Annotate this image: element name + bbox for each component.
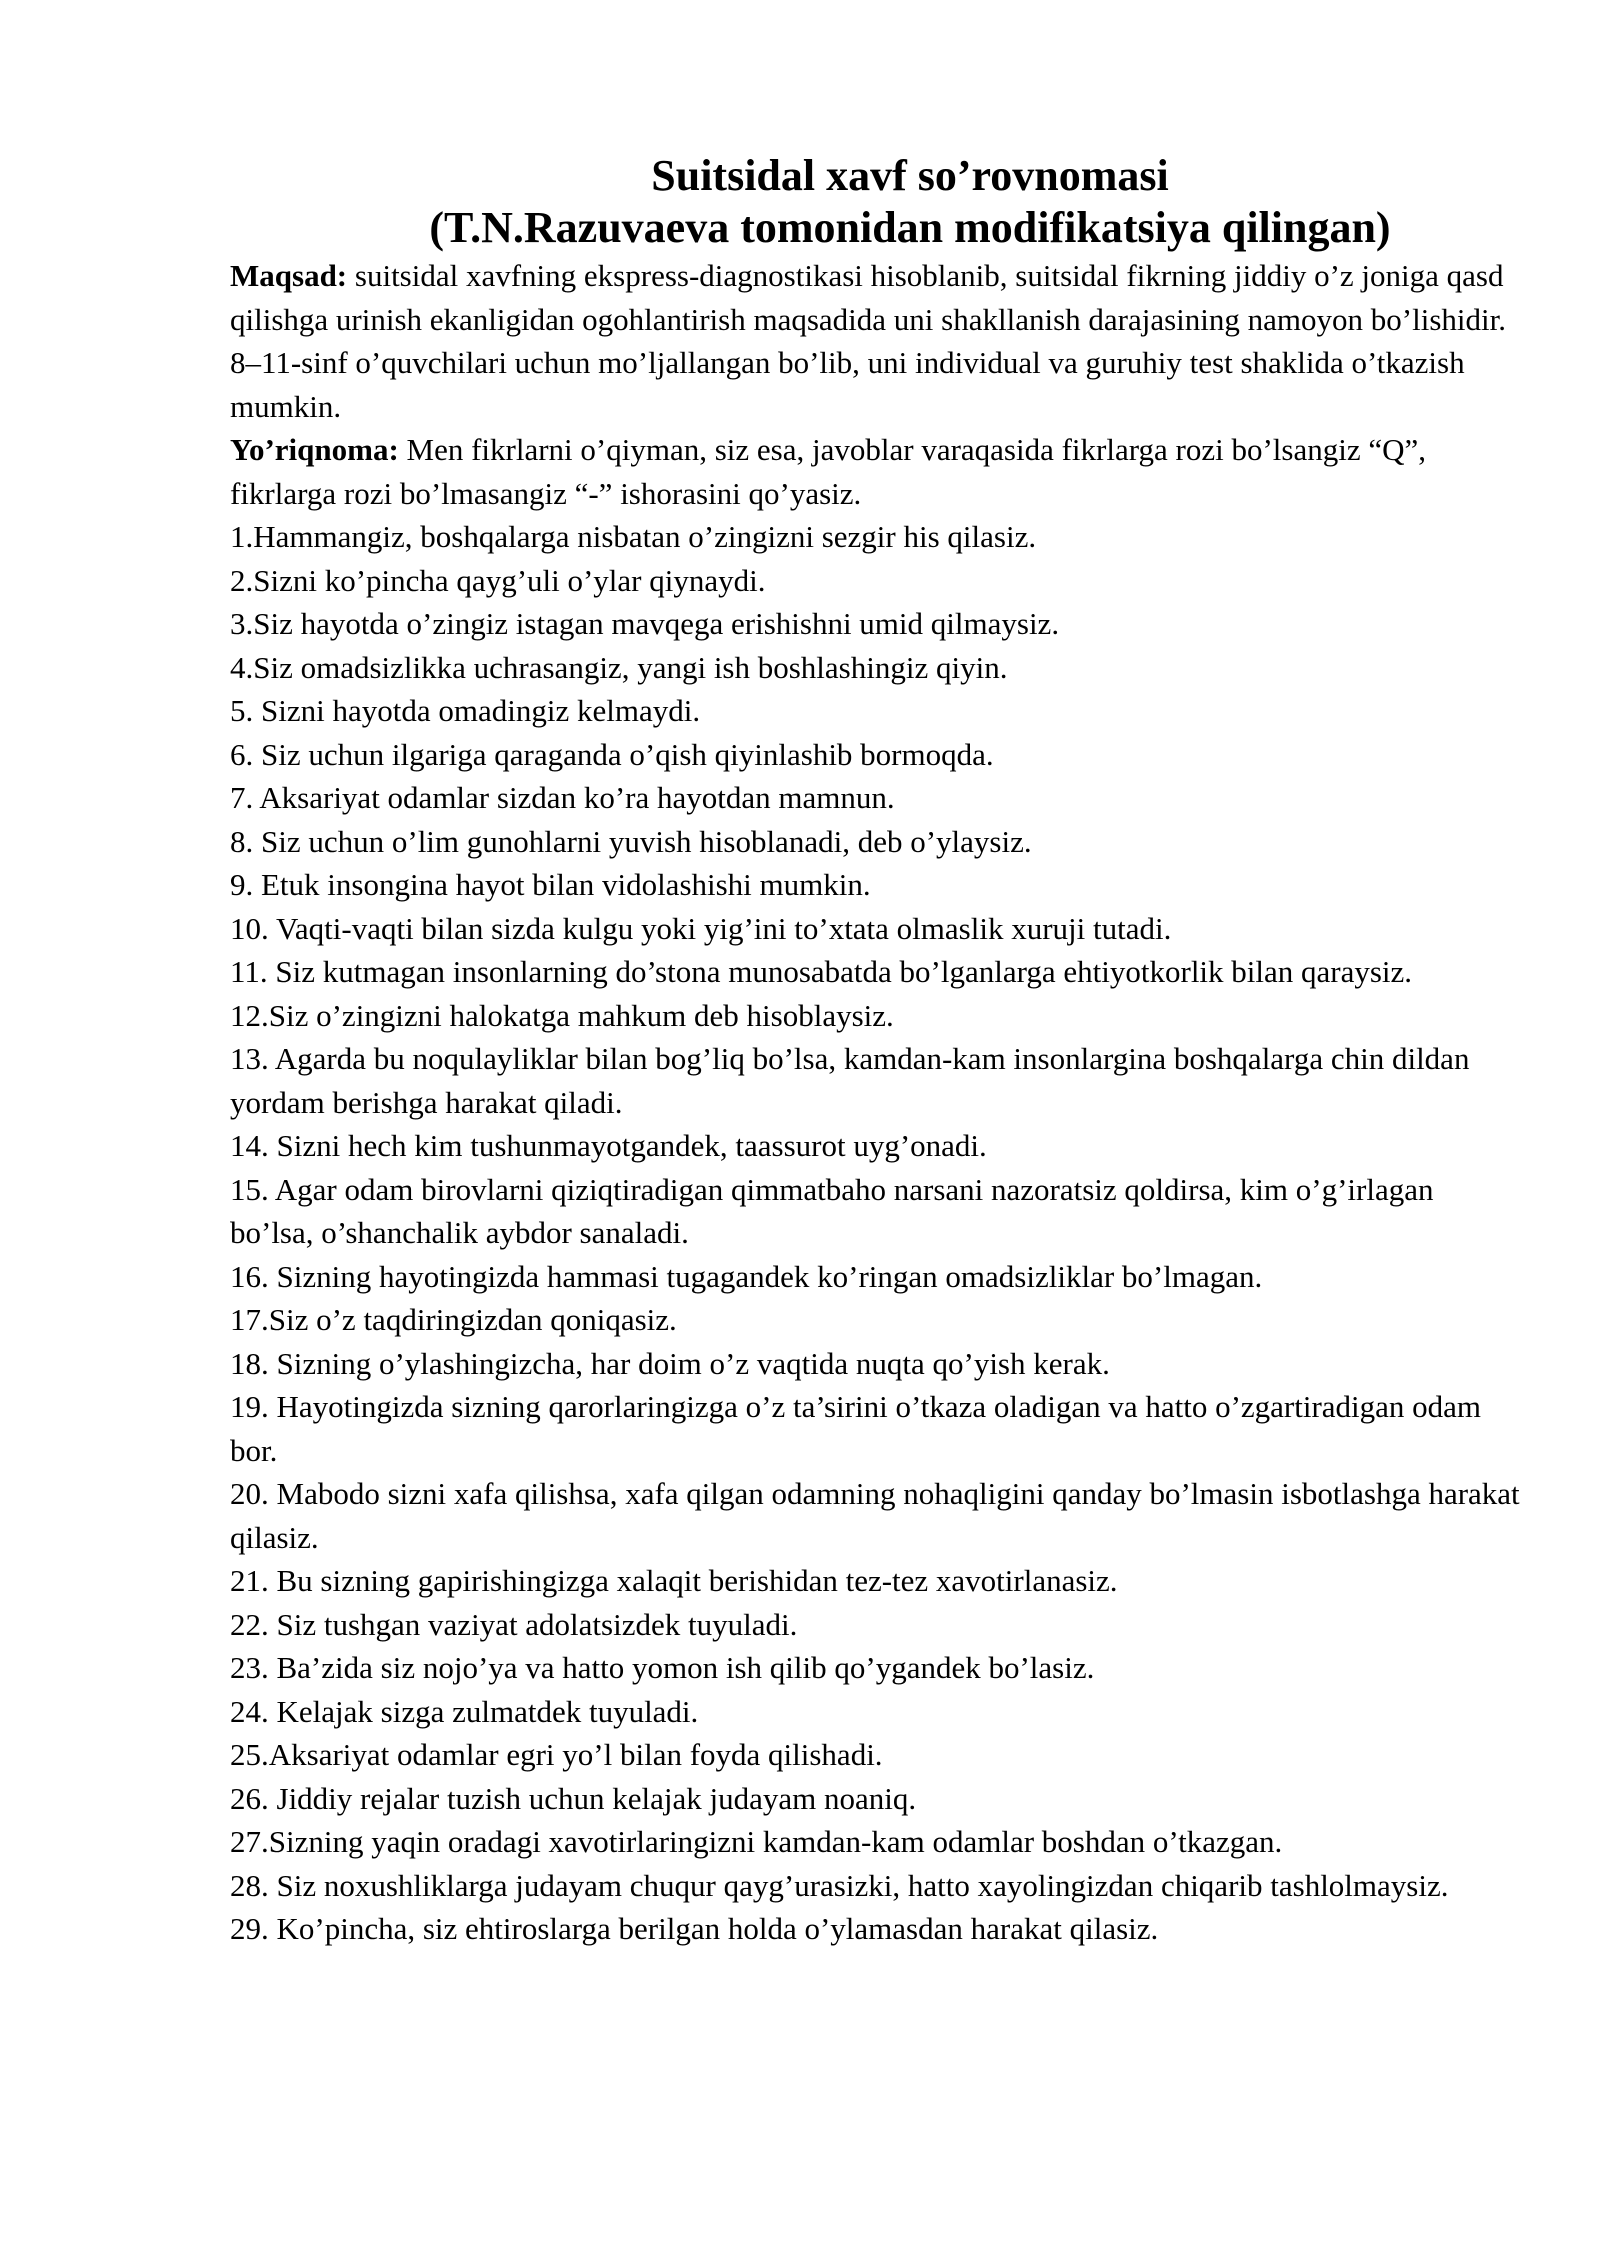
question-item: 22. Siz tushgan vaziyat adolatsizdek tuyuladi.: [230, 1606, 798, 1642]
instruction-paragraph: [230, 428, 1520, 515]
question-list: [230, 515, 1520, 1951]
question-item: 28. Siz noxushliklarga judayam chuqur qayg’urasizki, hatto xayolingizdan chiqarib tashlolmaysiz.: [230, 1867, 1449, 1903]
document-page: [230, 150, 1520, 1951]
question-item: 27.Sizning yaqin oradagi xavotirlaringizni kamdan-kam odamlar boshdan o’tkazgan.: [230, 1824, 1283, 1859]
question-item: 7. Aksariyat odamlar sizdan ko’ra hayotdan mamnun.: [230, 780, 895, 815]
question-item: 23. Ba’zida siz nojo’ya va hatto yomon ish qilib qo’ygandek bo’lasiz.: [230, 1650, 1095, 1685]
instruction-label: Yo’riqnoma:: [230, 432, 399, 467]
question-item: 1.Hammangiz, boshqalarga nisbatan o’zingizni sezgir his qilasiz.: [230, 519, 1037, 554]
question-item: 8. Siz uchun o’lim gunohlarni yuvish hisoblanadi, deb o’ylaysiz.: [230, 823, 1032, 859]
question-item: 24. Kelajak sizga zulmatdek tuyuladi.: [230, 1693, 699, 1729]
question-item: 25.Aksariyat odamlar egri yo’l bilan foyda qilishadi.: [230, 1737, 883, 1772]
purpose-paragraph: [230, 254, 1520, 428]
purpose-label: Maqsad:: [230, 258, 348, 293]
question-item: 18. Sizning o’ylashingizcha, har doim o’z vaqtida nuqta qo’yish kerak.: [230, 1345, 1110, 1381]
question-item: 29. Ko’pincha, siz ehtiroslarga berilgan holda o’ylamasdan harakat qilasiz.: [230, 1911, 1159, 1946]
title-line-2: (T.N.Razuvaeva tomonidan modifikatsiya qilingan): [429, 203, 1391, 252]
question-item: 21. Bu sizning gapirishingizga xalaqit berishidan tez-tez xavotirlanasiz.: [230, 1563, 1118, 1598]
question-item: 26. Jiddiy rejalar tuzish uchun kelajak judayam noaniq.: [230, 1780, 917, 1816]
question-item: 6. Siz uchun ilgariga qaraganda o’qish qiyinlashib bormoqda.: [230, 736, 994, 772]
question-item: 3.Siz hayotda o’zingiz istagan mavqega erishishni umid qilmaysiz.: [230, 606, 1060, 641]
document-title: [230, 150, 1520, 254]
title-line-1: Suitsidal xavf so’rovnomasi: [651, 151, 1169, 200]
question-item: 2.Sizni ko’pincha qayg’uli o’ylar qiynaydi.: [230, 562, 766, 598]
purpose-text: suitsidal xavfning ekspress-diagnostikasi hisoblanib, suitsidal fikrning jiddiy o’z joniga qasd qilishga urinish ekanligidan ogohlantirish maqsadida uni shakllanish darajasining namoyon bo’lishidir. 8–11-sinf o’quvchilari uchun mo’ljallangan bo’lib, uni individual va guruhiy test shaklida o’tkazish mumkin.: [230, 258, 1506, 424]
question-item: 19. Hayotingizda sizning qarorlaringizga o’z ta’sirini o’tkaza oladigan va hatto o’zgartiradigan odam bor.: [230, 1389, 1482, 1468]
question-item: 16. Sizning hayotingizda hammasi tugagandek ko’ringan omadsizliklar bo’lmagan.: [230, 1258, 1263, 1294]
question-item: 10. Vaqti-vaqti bilan sizda kulgu yoki yig’ini to’xtata olmaslik xuruji tutadi.: [230, 910, 1172, 946]
question-item: 15. Agar odam birovlarni qiziqtiradigan qimmatbaho narsani nazoratsiz qoldirsa, kim o’g’irlagan bo’lsa, o’shanchalik aybdor sanaladi.: [230, 1171, 1434, 1250]
question-item: 14. Sizni hech kim tushunmayotgandek, taassurot uyg’onadi.: [230, 1128, 987, 1163]
question-item: 17.Siz o’z taqdiringizdan qoniqasiz.: [230, 1302, 677, 1337]
question-item: 11. Siz kutmagan insonlarning do’stona munosabatda bo’lganlarga ehtiyotkorlik bilan qaraysiz.: [230, 954, 1413, 989]
question-item: 12.Siz o’zingizni halokatga mahkum deb hisoblaysiz.: [230, 997, 894, 1033]
question-item: 20. Mabodo sizni xafa qilishsa, xafa qilgan odamning nohaqligini qanday bo’lmasin isbotlashga harakat qilasiz.: [230, 1476, 1520, 1555]
instruction-text: Men fikrlarni o’qiyman, siz esa, javoblar varaqasida fikrlarga rozi bo’lsangiz “Q”, fikrlarga rozi bo’lmasangiz “-” ishorasini qo’yasiz.: [230, 432, 1426, 511]
question-item: 9. Etuk insongina hayot bilan vidolashishi mumkin.: [230, 867, 871, 902]
question-item: 5. Sizni hayotda omadingiz kelmaydi.: [230, 693, 701, 728]
question-item: 13. Agarda bu noqulayliklar bilan bog’liq bo’lsa, kamdan-kam insonlargina boshqalarga chin dildan yordam berishga harakat qiladi.: [230, 1041, 1470, 1120]
question-item: 4.Siz omadsizlikka uchrasangiz, yangi ish boshlashingiz qiyin.: [230, 649, 1008, 685]
